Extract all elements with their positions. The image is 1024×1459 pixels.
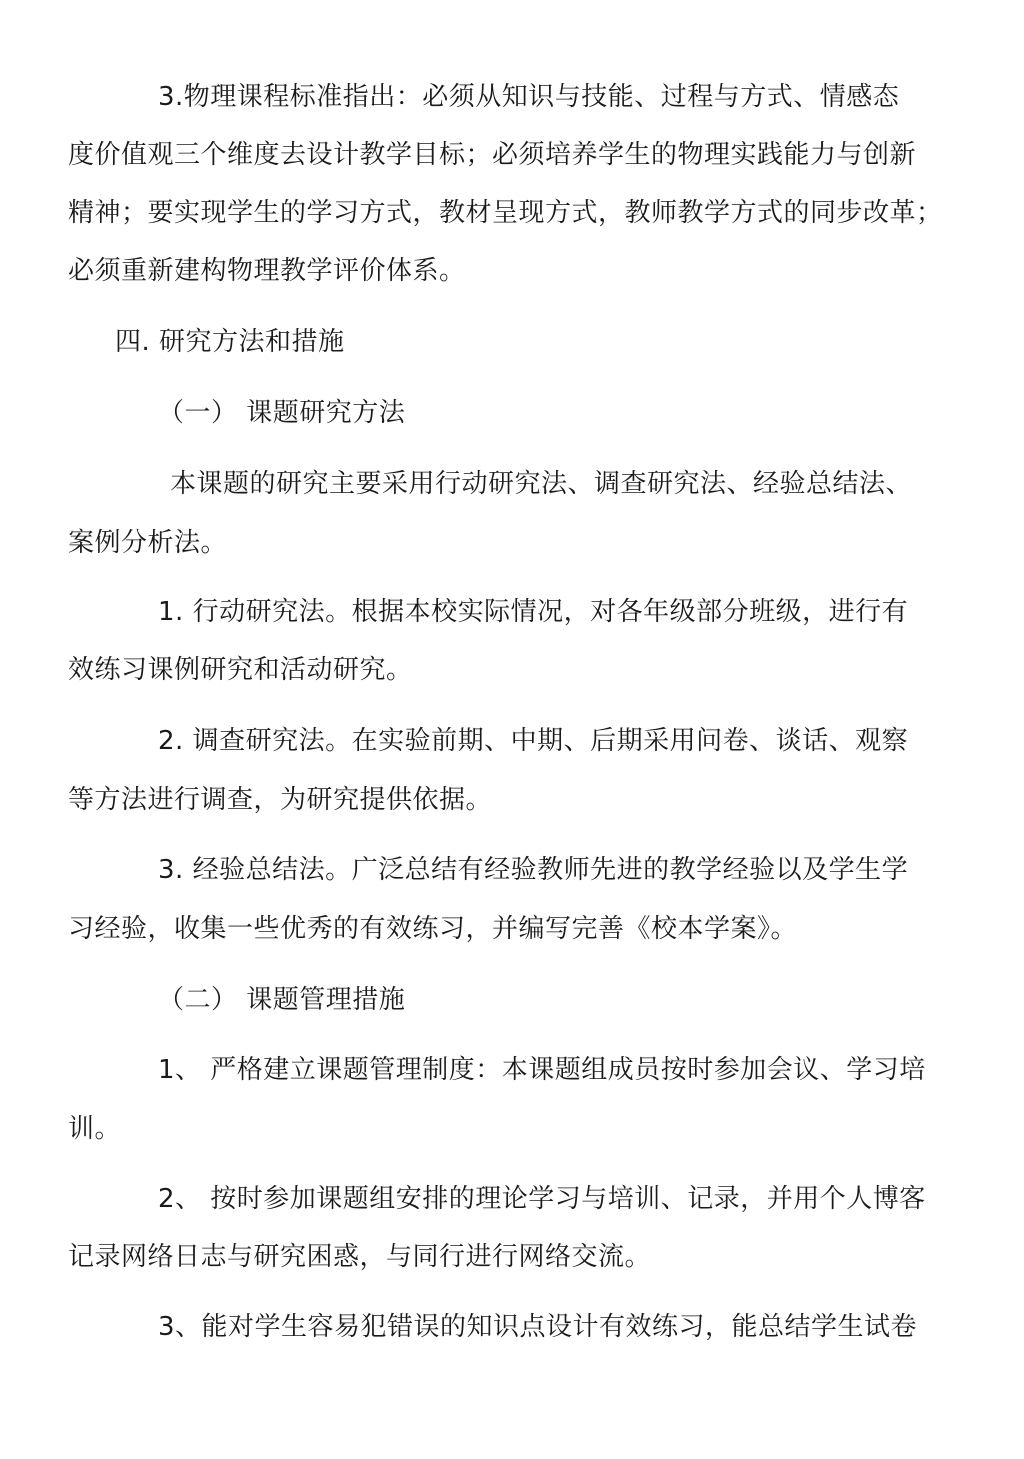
text-line: 3、能对学生容易犯错误的知识点设计有效练习，能总结学生试卷 <box>158 1312 918 1342</box>
text-line: 本课题的研究主要采用行动研究法、调查研究法、经验总结法、 <box>170 469 913 499</box>
text-line: 必须重新建构物理教学评价体系。 <box>68 256 466 286</box>
text-line: 习经验，收集一些优秀的有效练习，并编写完善《校本学案》。 <box>68 914 798 944</box>
text-line: 1. 行动研究法。根据本校实际情况，对各年级部分班级，进行有 <box>158 597 909 627</box>
text-line: 度价值观三个维度去设计教学目标；必须培养学生的物理实践能力与创新 <box>68 140 917 170</box>
text-line: 2、 按时参加课题组安排的理论学习与培训、记录，并用个人博客 <box>158 1184 926 1214</box>
subsection-heading: （二） 课题管理措施 <box>158 985 406 1015</box>
text-line: 精神；要实现学生的学习方式，教材呈现方式，教师教学方式的同步改革； <box>68 198 943 228</box>
text-line: 3.物理课程标准指出：必须从知识与技能、过程与方式、情感态 <box>158 82 900 112</box>
text-line: 等方法进行调查，为研究提供依据。 <box>68 785 493 815</box>
subsection-heading: （一） 课题研究方法 <box>158 398 406 428</box>
text-line: 训。 <box>68 1114 122 1144</box>
text-line: 记录网络日志与研究困惑，与同行进行网络交流。 <box>68 1242 652 1272</box>
text-line: 案例分析法。 <box>68 528 228 558</box>
text-line: 3. 经验总结法。广泛总结有经验教师先进的教学经验以及学生学 <box>158 855 909 885</box>
section-heading: 四. 研究方法和措施 <box>115 327 345 357</box>
text-line: 2. 调查研究法。在实验前期、中期、后期采用问卷、谈话、观察 <box>158 726 909 756</box>
text-line: 效练习课例研究和活动研究。 <box>68 655 413 685</box>
text-line: 1、 严格建立课题管理制度：本课题组成员按时参加会议、学习培 <box>158 1055 926 1085</box>
